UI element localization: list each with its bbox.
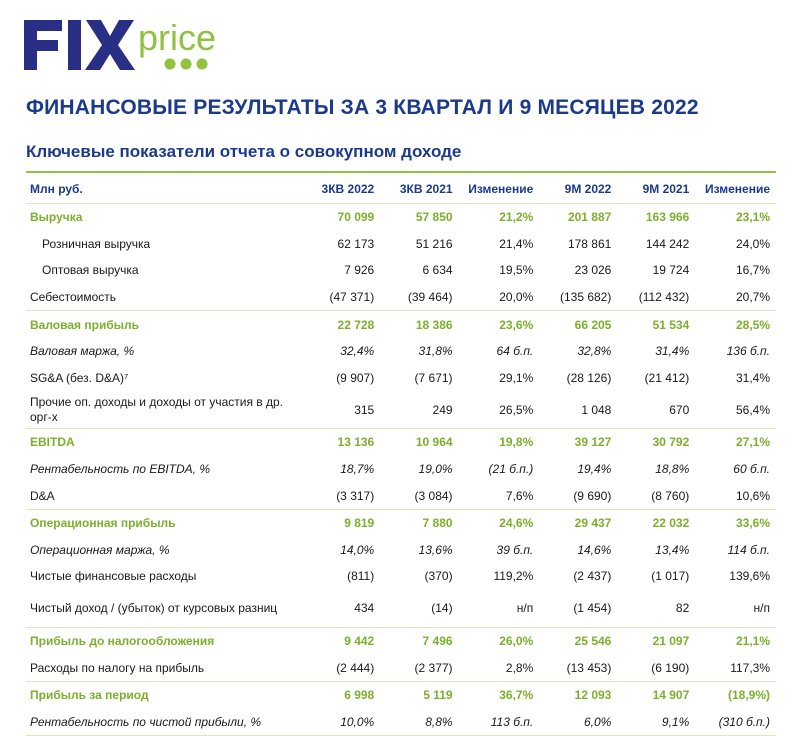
section-subtitle: Ключевые показатели отчета о совокупном доходе bbox=[26, 142, 462, 161]
change-9m: 139,6% bbox=[729, 569, 770, 584]
value-9m2021: 19 724 bbox=[652, 263, 690, 278]
row-label: Прибыль до налогообложения bbox=[26, 627, 302, 654]
change-q: 20,0% bbox=[499, 290, 534, 305]
column-header-3q2021: 3КВ 2021 bbox=[399, 182, 453, 196]
change-q: 64 б.п. bbox=[496, 344, 534, 359]
change-9m: н/п bbox=[753, 601, 770, 616]
value-9m2022: 178 861 bbox=[567, 236, 612, 251]
change-q: 26,0% bbox=[459, 627, 540, 654]
value-9m2022: 6,0% bbox=[539, 709, 617, 736]
fix-price-logo bbox=[22, 14, 252, 76]
change-9m: 23,1% bbox=[695, 204, 776, 231]
table-header-row bbox=[26, 175, 776, 204]
value-3q2021: 13,6% bbox=[418, 542, 453, 557]
change-q: 113 б.п. bbox=[459, 709, 540, 736]
row-label: Чистый доход / (убыток) от курсовых разниц bbox=[30, 600, 278, 615]
value-9m2021: 18,8% bbox=[655, 462, 690, 477]
value-3q2022: 6 998 bbox=[302, 681, 380, 708]
change-q: 2,8% bbox=[505, 660, 534, 675]
change-q: 19,5% bbox=[499, 263, 534, 278]
change-9m: 60 б.п. bbox=[733, 462, 770, 477]
change-q: н/п bbox=[516, 601, 534, 616]
change-9m: 56,4% bbox=[735, 402, 770, 417]
change-9m: 33,6% bbox=[695, 509, 776, 536]
row-label: EBITDA bbox=[26, 429, 302, 456]
change-9m: 114 б.п. bbox=[727, 542, 770, 557]
value-9m2022: 29 437 bbox=[539, 509, 617, 536]
value-9m2021: 13,4% bbox=[655, 542, 690, 557]
change-q: 19,8% bbox=[459, 429, 540, 456]
value-9m2021: 51 534 bbox=[617, 311, 695, 338]
change-9m: 24,0% bbox=[735, 236, 770, 251]
table-row bbox=[26, 231, 776, 258]
value-3q2021: (3 084) bbox=[414, 488, 453, 503]
change-q: 23,6% bbox=[459, 311, 540, 338]
value-3q2021: 19,0% bbox=[418, 462, 453, 477]
value-3q2022: 32,4% bbox=[340, 344, 375, 359]
value-3q2021: 31,8% bbox=[418, 344, 453, 359]
row-label: D&A bbox=[30, 488, 55, 503]
row-label: SG&A (без. D&A)⁷ bbox=[30, 370, 129, 385]
change-9m: 16,7% bbox=[735, 263, 770, 278]
value-3q2021: 6 634 bbox=[422, 263, 453, 278]
value-3q2021: 51 216 bbox=[415, 236, 453, 251]
value-3q2022: (9 907) bbox=[336, 370, 375, 385]
row-label: Операционная прибыль bbox=[26, 509, 302, 536]
value-9m2022: (1 454) bbox=[573, 601, 612, 616]
value-3q2022: (3 317) bbox=[336, 488, 375, 503]
value-9m2021: 14 907 bbox=[617, 681, 695, 708]
header-divider bbox=[26, 171, 776, 173]
value-9m2022: 201 887 bbox=[539, 204, 617, 231]
value-3q2022: 62 173 bbox=[337, 236, 375, 251]
table-row bbox=[26, 284, 776, 311]
change-q: 39 б.п. bbox=[496, 542, 534, 557]
table-row bbox=[26, 338, 776, 365]
row-label: Валовая прибыль bbox=[26, 311, 302, 338]
value-3q2021: (39 464) bbox=[407, 290, 453, 305]
change-q: 21,4% bbox=[499, 236, 534, 251]
value-9m2022: 23 026 bbox=[574, 263, 612, 278]
value-9m2021: 30 792 bbox=[617, 429, 695, 456]
row-label: Операционная маржа, % bbox=[30, 542, 170, 557]
change-9m: 10,6% bbox=[735, 488, 770, 503]
value-3q2021: 7 496 bbox=[380, 627, 458, 654]
page-title: ФИНАНСОВЫЕ РЕЗУЛЬТАТЫ ЗА 3 КВАРТАЛ И 9 МЕСЯЦЕВ 2022 bbox=[26, 96, 699, 119]
table-row bbox=[26, 509, 776, 536]
value-3q2022: 18,7% bbox=[340, 462, 375, 477]
column-header-label: Млн руб. bbox=[30, 182, 83, 196]
change-q: 29,1% bbox=[499, 370, 534, 385]
value-3q2022: 315 bbox=[354, 402, 375, 417]
value-9m2021: 670 bbox=[669, 402, 690, 417]
value-9m2022: (28 126) bbox=[566, 370, 612, 385]
value-9m2021: 9,1% bbox=[617, 709, 695, 736]
value-9m2021: 21 097 bbox=[617, 627, 695, 654]
value-9m2021: 31,4% bbox=[655, 344, 690, 359]
row-label: Чистые финансовые расходы bbox=[30, 569, 197, 584]
table-row bbox=[26, 365, 776, 392]
value-9m2022: (135 682) bbox=[559, 290, 612, 305]
change-q: 24,6% bbox=[459, 509, 540, 536]
change-9m: 27,1% bbox=[695, 429, 776, 456]
value-9m2022: (9 690) bbox=[573, 488, 612, 503]
value-9m2021: (1 017) bbox=[651, 569, 690, 584]
value-3q2021: 10 964 bbox=[380, 429, 458, 456]
table-row bbox=[26, 311, 776, 338]
value-3q2021: 5 119 bbox=[380, 681, 458, 708]
value-3q2021: 18 386 bbox=[380, 311, 458, 338]
logo-price-text: price bbox=[138, 17, 217, 58]
table-row bbox=[26, 482, 776, 509]
value-3q2022: 10,0% bbox=[302, 709, 380, 736]
value-3q2022: 13 136 bbox=[302, 429, 380, 456]
value-3q2021: (2 377) bbox=[414, 660, 453, 675]
value-9m2022: 12 093 bbox=[539, 681, 617, 708]
column-header-3q2022: 3КВ 2022 bbox=[321, 182, 375, 196]
value-3q2022: 7 926 bbox=[344, 263, 375, 278]
value-3q2022: (811) bbox=[347, 569, 375, 584]
value-9m2022: 39 127 bbox=[539, 429, 617, 456]
column-header-change-q: Изменение bbox=[468, 182, 534, 196]
value-9m2021: (21 412) bbox=[644, 370, 690, 385]
change-9m: (310 б.п.) bbox=[695, 709, 776, 736]
value-3q2021: (7 671) bbox=[414, 370, 453, 385]
table-row bbox=[26, 590, 776, 628]
row-label: Валовая маржа, % bbox=[30, 344, 135, 359]
value-9m2022: 25 546 bbox=[539, 627, 617, 654]
column-header-change-9m: Изменение bbox=[704, 182, 770, 196]
table-row bbox=[26, 709, 776, 736]
value-9m2022: 19,4% bbox=[577, 462, 612, 477]
change-9m: (18,9%) bbox=[695, 681, 776, 708]
value-3q2022: 9 442 bbox=[302, 627, 380, 654]
row-label: Прочие оп. доходы и доходы от участия в др. орг-х bbox=[30, 394, 284, 424]
value-3q2022: 22 728 bbox=[302, 311, 380, 338]
change-q: 119,2% bbox=[493, 569, 534, 584]
value-9m2021: 163 966 bbox=[617, 204, 695, 231]
value-9m2021: 144 242 bbox=[645, 236, 690, 251]
table-row bbox=[26, 429, 776, 456]
value-3q2022: 14,0% bbox=[340, 542, 375, 557]
change-9m: 20,7% bbox=[735, 290, 770, 305]
table-row bbox=[26, 456, 776, 483]
value-9m2022: 1 048 bbox=[581, 402, 612, 417]
row-label: Розничная выручка bbox=[42, 236, 151, 251]
change-9m: 136 б.п. bbox=[726, 344, 770, 359]
value-3q2021: 7 880 bbox=[380, 509, 458, 536]
table-body bbox=[26, 175, 776, 736]
table-row bbox=[26, 627, 776, 654]
value-3q2022: (47 371) bbox=[329, 290, 375, 305]
row-label: Прибыль за период bbox=[26, 681, 302, 708]
value-3q2022: 70 099 bbox=[302, 204, 380, 231]
value-3q2022: 434 bbox=[354, 601, 375, 616]
value-9m2021: 82 bbox=[675, 601, 690, 616]
table-row bbox=[26, 391, 776, 429]
value-3q2021: 249 bbox=[432, 402, 453, 417]
value-9m2022: (2 437) bbox=[573, 569, 612, 584]
row-label: Себестоимость bbox=[30, 290, 117, 305]
value-9m2022: (13 453) bbox=[566, 660, 612, 675]
change-q: 21,2% bbox=[459, 204, 540, 231]
fix-price-logo-mark bbox=[22, 14, 252, 76]
value-9m2021: (112 432) bbox=[638, 290, 690, 305]
change-q: 7,6% bbox=[505, 488, 534, 503]
table-row bbox=[26, 681, 776, 708]
value-3q2022: 9 819 bbox=[302, 509, 380, 536]
row-label: Оптовая выручка bbox=[42, 263, 139, 278]
column-header-9m2022: 9М 2022 bbox=[564, 182, 612, 196]
value-3q2021: 57 850 bbox=[380, 204, 458, 231]
value-9m2022: 66 205 bbox=[539, 311, 617, 338]
value-3q2021: 8,8% bbox=[380, 709, 458, 736]
value-9m2021: (8 760) bbox=[651, 488, 690, 503]
change-9m: 31,4% bbox=[735, 370, 770, 385]
table-row bbox=[26, 204, 776, 231]
value-9m2021: 22 032 bbox=[617, 509, 695, 536]
value-3q2022: (2 444) bbox=[336, 660, 375, 675]
change-9m: 28,5% bbox=[695, 311, 776, 338]
value-9m2021: (6 190) bbox=[651, 660, 690, 675]
change-q: (21 б.п.) bbox=[488, 462, 534, 477]
change-q: 26,5% bbox=[499, 402, 534, 417]
change-9m: 21,1% bbox=[695, 627, 776, 654]
change-9m: 117,3% bbox=[730, 660, 770, 675]
row-label: Выручка bbox=[26, 204, 302, 231]
value-9m2022: 14,6% bbox=[577, 542, 612, 557]
table-row bbox=[26, 257, 776, 284]
row-label: Расходы по налогу на прибыль bbox=[30, 660, 205, 675]
row-label: Рентабельность по EBITDA, % bbox=[30, 462, 210, 477]
table-row bbox=[26, 537, 776, 564]
row-label: Рентабельность по чистой прибыли, % bbox=[26, 709, 302, 736]
change-q: 36,7% bbox=[459, 681, 540, 708]
value-9m2022: 32,8% bbox=[577, 344, 612, 359]
table-row bbox=[26, 654, 776, 681]
value-3q2021: (370) bbox=[424, 569, 453, 584]
column-header-9m2021: 9М 2021 bbox=[642, 182, 690, 196]
value-3q2021: (14) bbox=[431, 601, 453, 616]
income-statement-table bbox=[26, 175, 776, 736]
table-row bbox=[26, 563, 776, 590]
